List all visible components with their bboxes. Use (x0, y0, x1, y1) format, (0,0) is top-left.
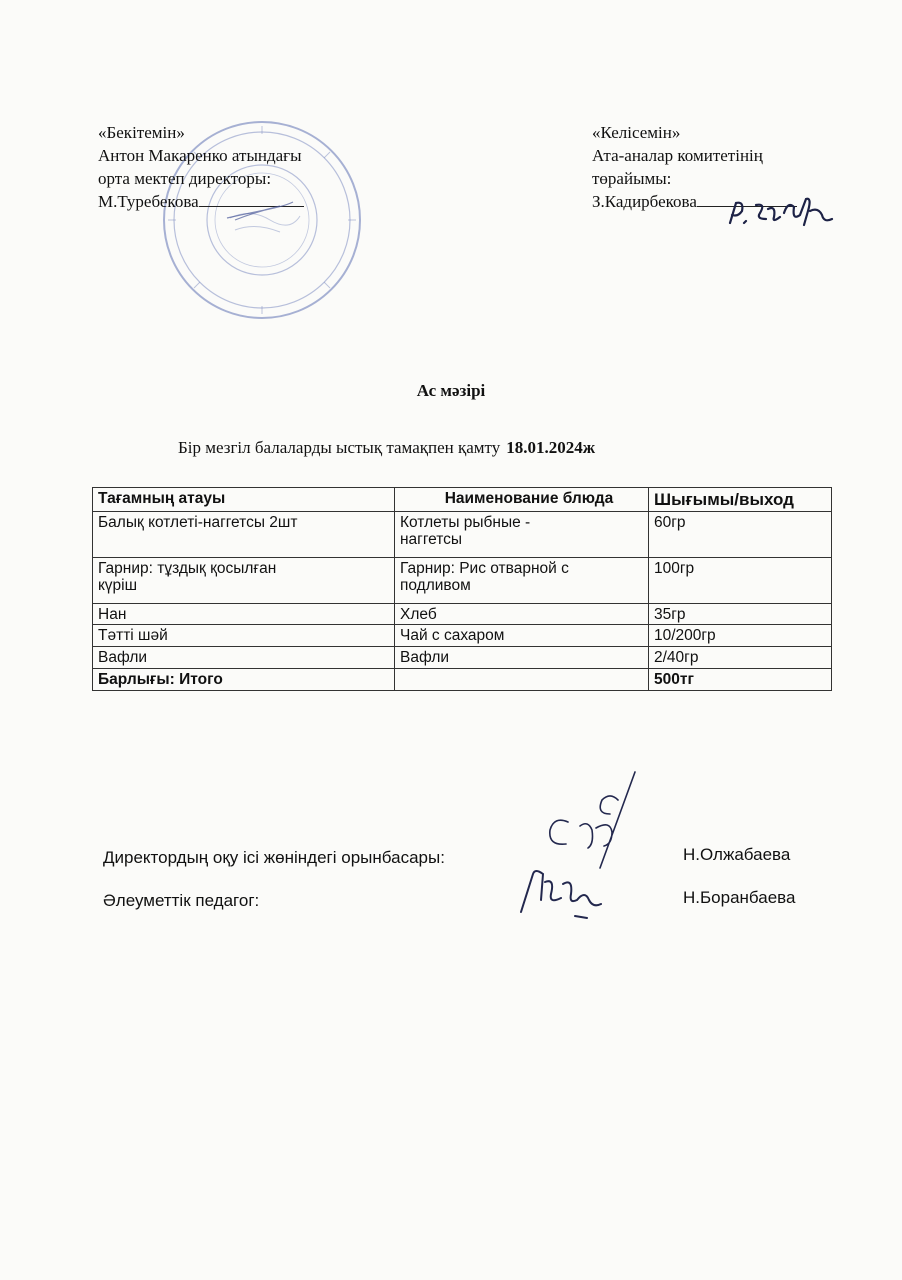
deputy-label: Директордың оқу ісі жөніндегі орынбасары: (103, 848, 445, 867)
cell-output: 10/200гр (649, 625, 832, 647)
cell-output: 100гр (649, 557, 832, 603)
table-row (93, 625, 832, 647)
signature-right-icon (722, 193, 842, 238)
table-row (93, 557, 832, 603)
approval-right-line2: төрайымы: (592, 169, 672, 188)
cell-dish-kk: Вафли (93, 647, 395, 669)
header-dish-ru: Наименование блюда (395, 488, 649, 512)
signature-left-icon (225, 196, 295, 226)
page-title: Ас мәзірі (416, 381, 486, 400)
table-row (93, 511, 832, 557)
cell-dish-ru: Хлеб (395, 603, 649, 625)
cell-dish-ru: Вафли (395, 647, 649, 669)
social-pedagogue-label: Әлеуметтік педагог: (103, 891, 260, 910)
social-pedagogue-name: Н.Боранбаева (683, 888, 796, 907)
table-row (93, 603, 832, 625)
menu-date: 18.01.2024ж (506, 438, 596, 457)
header-dish-kk: Тағамның атауы (93, 488, 395, 512)
table-total-row (93, 668, 832, 690)
approval-left-line2: орта мектеп директоры: (98, 169, 272, 188)
signature-social-icon (515, 860, 615, 920)
signature-deputy-icon (540, 770, 650, 870)
subtitle-text: Бір мезгіл балаларды ыстық тамақпен қамту (178, 438, 501, 457)
cell-dish-kk: Тәтті шәй (93, 625, 395, 647)
approval-right-heading: «Келісемін» (592, 123, 681, 142)
cell-dish-ru: Чай с сахаром (395, 625, 649, 647)
total-value: 500тг (649, 668, 832, 690)
cell-dish-kk: Гарнир: тұздық қосылған күріш (93, 557, 395, 603)
header-output: Шығымы/выход (649, 488, 832, 512)
cell-dish-kk: Нан (93, 603, 395, 625)
table-header-row (93, 488, 832, 512)
cell-dish-kk: Балық котлеті-наггетсы 2шт (93, 511, 395, 557)
cell-output: 2/40гр (649, 647, 832, 669)
approval-right-line1: Ата-аналар комитетінің (592, 146, 763, 165)
table-row (93, 647, 832, 669)
total-label: Барлығы: Итого (93, 668, 395, 690)
cell-dish-ru: Гарнир: Рис отварной с подливом (395, 557, 649, 603)
subtitle (178, 438, 595, 458)
cell-dish-ru: Котлеты рыбные - наггетсы (395, 511, 649, 557)
approval-left-name: М.Туребекова (98, 192, 199, 211)
approval-left-line1: Антон Макаренко атындағы (98, 146, 302, 165)
cell-output: 60гр (649, 511, 832, 557)
cell-output: 35гр (649, 603, 832, 625)
menu-table (92, 487, 832, 691)
total-middle (395, 668, 649, 690)
approval-right-name: З.Кадирбекова (592, 192, 697, 211)
approval-left-heading: «Бекітемін» (98, 123, 185, 142)
deputy-name: Н.Олжабаева (683, 845, 791, 864)
